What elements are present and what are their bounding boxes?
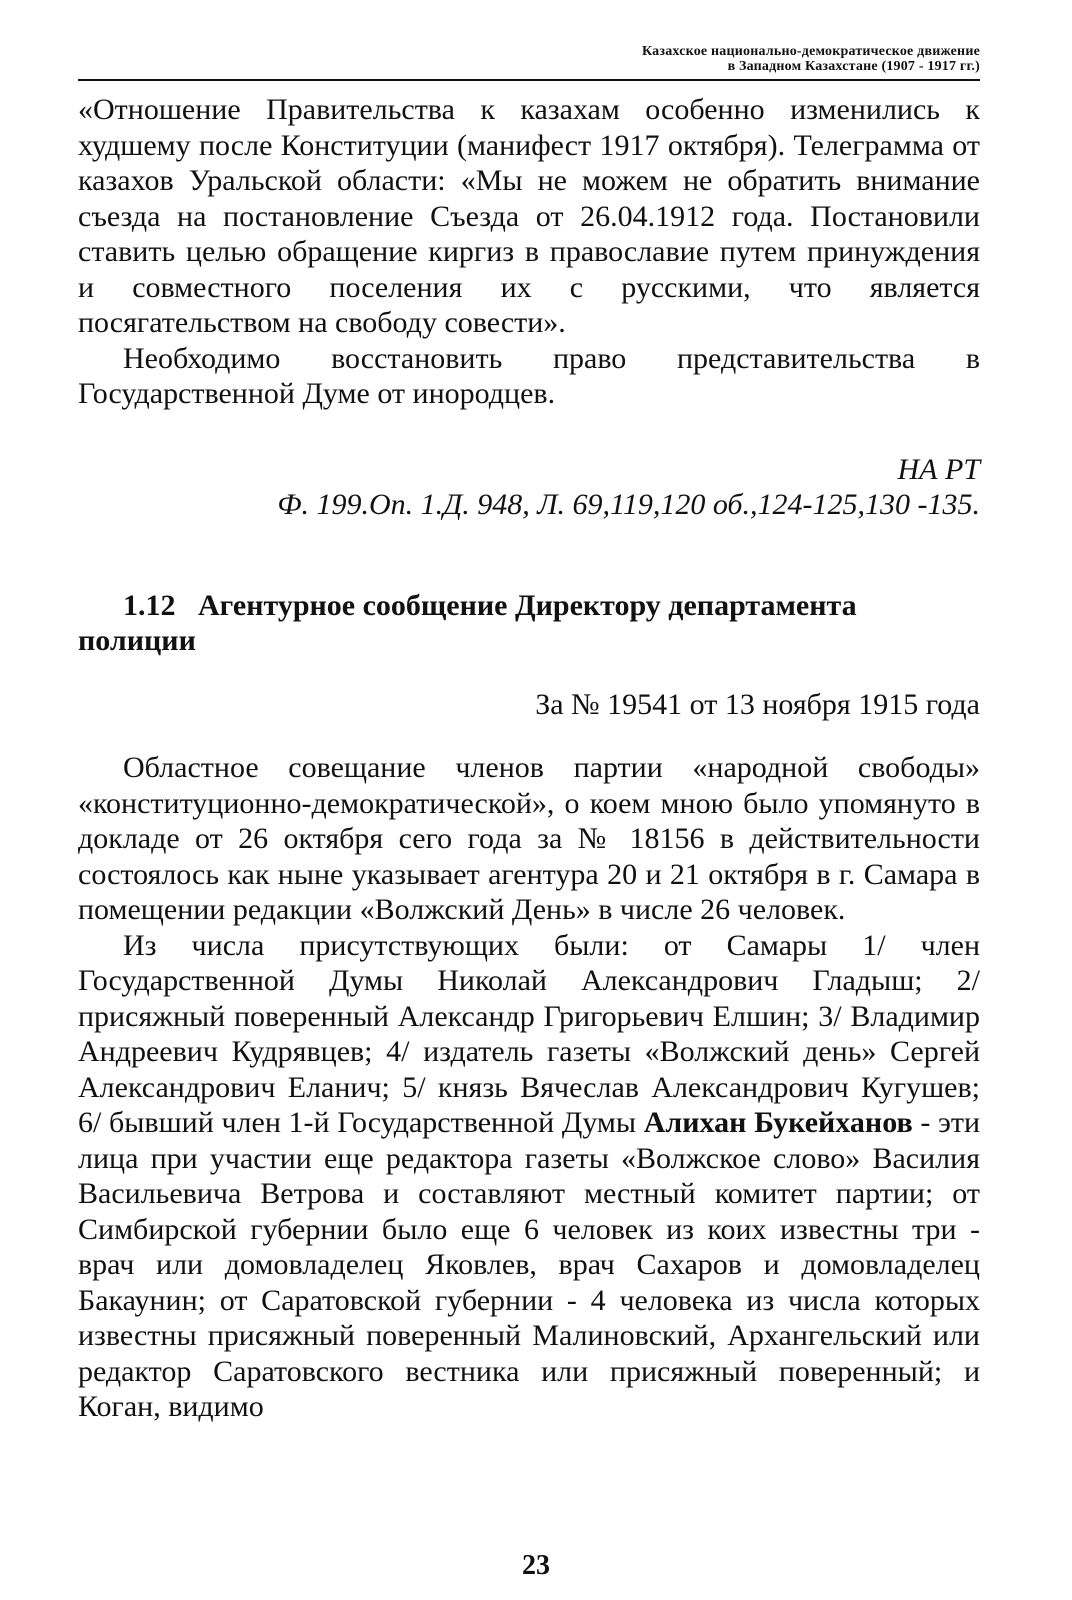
section-title: Агентурное сообщение Директору департамента полиции	[78, 588, 857, 657]
document-number: За № 19541 от 13 ноября 1915 года	[535, 687, 980, 721]
archive-reference	[78, 452, 980, 523]
body-paragraph-2-bold-name: Алихан Букейханов	[643, 1106, 913, 1139]
body-paragraph-2-part2: - эти лица при участии еще редактора газеты «Волжское слово» Василия Васильевича Ветрова и составляют местный комитет партии; от Симбирской губернии было еще 6 человек из коих известны три - врач или домовладелец Яковлев, врач Сахаров и домовладелец Бакаунин; от Саратовской губернии - 4 человека из числа которых известны присяжный поверенный Малиновский, Архангельский или редактор Саратовского вестника или присяжный поверенный; и Коган, видимо	[78, 1106, 981, 1423]
body-paragraph-2-part1: Из числа присутствующих были: от Самары 1/ член Государственной Думы Николай Александрович Гладыш; 2/ присяжный поверенный Александр Григорьевич Елшин; 3/ Владимир Андреевич Кудрявцев; 4/ издатель газеты «Волжский день» Сергей Александрович Еланич; 5/ князь Вячеслав Александрович Кугушев; 6/ бывший член 1-й Государственной Думы	[78, 928, 980, 1139]
archive-citation: Ф. 199.Оп. 1.Д. 948, Л. 69,119,120 об.,124-125,130 -135.	[277, 488, 980, 521]
section-heading	[78, 588, 980, 659]
running-header	[642, 44, 980, 74]
body-paragraph-2	[78, 928, 980, 1425]
section-number: 1.12	[123, 588, 176, 622]
archive-name: НА РТ	[897, 452, 980, 486]
quote-paragraph-2: Необходимо восстановить право представительства в Государственной Думе от инородцев.	[78, 341, 980, 410]
page-body	[78, 92, 980, 1425]
header-rule	[78, 79, 980, 81]
quote-paragraph-1: «Отношение Правительства к казахам особенно изменились к худшему после Конституции (манифест 1917 октября). Телеграмма от казахов Уральской области: «Мы не можем не обратить внимание съезда на постановление Съезда от 26.04.1912 года. Постановили ставить целью обращение киргиз в православие путем принуждения и совместного поселения их с русскими, что является посягательством на свободу совести».	[78, 93, 980, 339]
page-number: 23	[522, 1550, 550, 1581]
running-header-line1: Казахское национально-демократическое движение	[642, 44, 980, 59]
body-paragraph-1: Областное совещание членов партии «народной свободы» «конституционно-демократической», о коем мною было упомянуто в докладе от 26 октября сего года за № 18156 в действительности состоялось как ныне указывает агентура 20 и 21 октября в г. Самара в помещении редакции «Волжский День» в числе 26 человек.	[78, 751, 980, 926]
running-header-line2: в Западном Казахстане (1907 - 1917 гг.)	[727, 59, 980, 74]
